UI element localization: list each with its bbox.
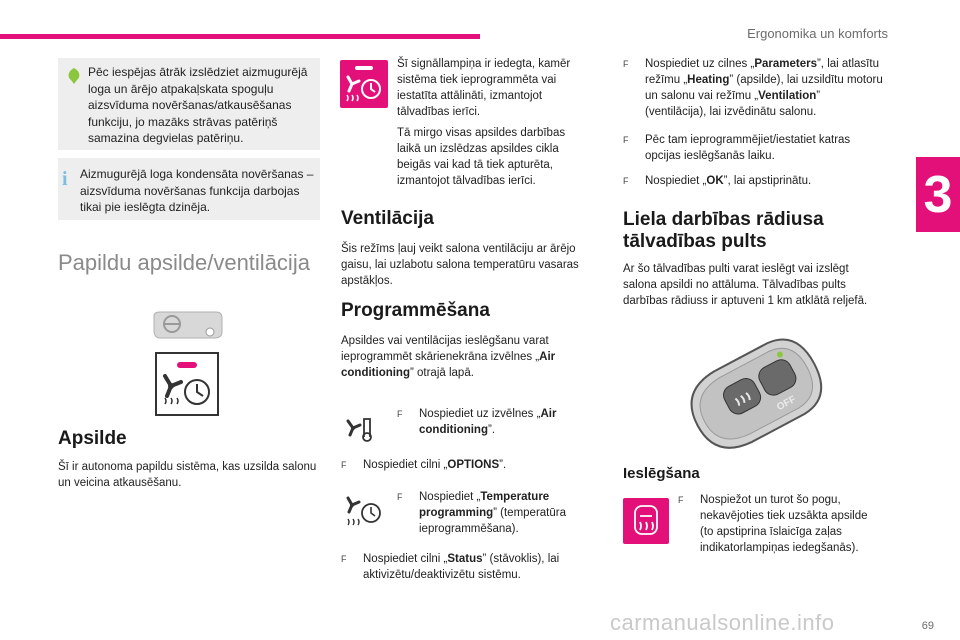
lamp-paragraph-2: Tā mirgo visas apsildes darbības laikā un izslēdzas apsildes cikla beigās vai kad tā tiek apturēta, izmantojot tālvadības ierīci. bbox=[397, 127, 566, 187]
info-icon: i bbox=[62, 168, 68, 190]
temperature-programming-icon bbox=[342, 493, 384, 527]
header-accent-bar bbox=[0, 34, 480, 39]
step-ok: F Nospiediet „OK”, lai apstiprinātu. bbox=[623, 175, 812, 187]
section-title: Ergonomika un komforts bbox=[747, 26, 888, 41]
ventilation-paragraph: Šis režīms ļauj veikt salona ventilāciju ar ārējo gaisu, lai uzlabotu salona temperatūru vasaras apstākļos. bbox=[341, 243, 579, 287]
heating-button-icon bbox=[623, 498, 669, 544]
lamp-paragraph-1: Šī signāllampiņa ir iedegta, kamēr sistēma tiek ieprogrammēta vai iestatīta attālināti, izmantojot tālvadības ierīci. bbox=[397, 58, 571, 118]
heading-remote: Liela darbības rādiusa tālvadības pults bbox=[623, 209, 824, 252]
heading-ventilation: Ventilācija bbox=[341, 208, 434, 229]
eco-note-text: Pēc iespējas ātrāk izslēdziet aizmugurējā loga un ārējo atpakaļskata spoguļu aizsvīduma novēršanas/atkausēšanas funkciju, jo mazāks strāvas patēriņš samazina degvielas patēriņu. bbox=[88, 65, 308, 145]
heading-heating: Apsilde bbox=[58, 428, 127, 449]
remote-control-image bbox=[670, 335, 840, 455]
heading-switch-on: Ieslēgšana bbox=[623, 465, 700, 482]
remote-paragraph: Ar šo tālvadības pulti varat ieslēgt vai izslēgt salona apsildi no attāluma. Tālvadības pults darbības rādiuss ir aptuveni 1 km atklātā reljefā. bbox=[623, 263, 868, 307]
step-options: F Nospiediet cilni „OPTIONS”. bbox=[341, 459, 507, 471]
eco-note bbox=[58, 58, 320, 150]
step-status: F Nospiediet cilni „Status” (stāvoklis), lai aktivizētu/deaktivizētu sistēmu. bbox=[341, 553, 560, 581]
programming-paragraph: Apsildes vai ventilācijas ieslēgšanu varat ieprogrammēt skārienekrāna izvēlnes „Air conditioning” otrajā lapā. bbox=[341, 335, 556, 379]
air-conditioning-menu-icon bbox=[344, 413, 380, 443]
page-number: 69 bbox=[921, 620, 934, 632]
chapter-tab: 3 bbox=[916, 157, 960, 232]
heater-lamp-pink-icon bbox=[340, 60, 388, 108]
leaf-icon bbox=[66, 67, 82, 85]
rearview-mirror-icon bbox=[150, 308, 226, 344]
heater-warning-lamp-icon bbox=[155, 352, 219, 416]
step-set-time: F Pēc tam ieprogrammējiet/iestatiet katras opcijas ieslēgšanās laiku. bbox=[623, 132, 883, 164]
page-title: Papildu apsilde/ventilācija bbox=[58, 250, 310, 275]
step-air-conditioning: F Nospiediet uz izvēlnes „Air conditioning”. bbox=[397, 408, 557, 436]
info-note-text: Aizmugurējā loga kondensāta novēršanas – aizsvīduma novēršanas funkcija darbojas tikai pie ieslēgta dzinēja. bbox=[80, 167, 314, 214]
info-note bbox=[58, 158, 320, 220]
step-press-hold: F Nospiežot un turot šo pogu, nekavējoties tiek uzsākta apsilde (to apstiprina īslaicīga zaļas indikatorlampiņas iedegšanās). bbox=[678, 494, 868, 554]
watermark: carmanualsonline.info bbox=[610, 610, 835, 635]
step-parameters: F Nospiediet uz cilnes „Parameters”, lai atlasītu režīmu „Heating” (apsilde), lai uzsildītu motoru un salonu vai režīmu „Ventilation” (ventilācija), lai izvēdinātu salonu. bbox=[623, 58, 883, 118]
heading-programming: Programmēšana bbox=[341, 300, 490, 321]
heating-paragraph: Šī ir autonoma papildu sistēma, kas uzsilda salonu un veicina atkausēšanu. bbox=[58, 461, 317, 489]
remote-off-label: OFF bbox=[775, 394, 798, 414]
step-temperature-programming: F Nospiediet „Temperature programming” (temperatūra ieprogrammēšana). bbox=[397, 491, 566, 535]
